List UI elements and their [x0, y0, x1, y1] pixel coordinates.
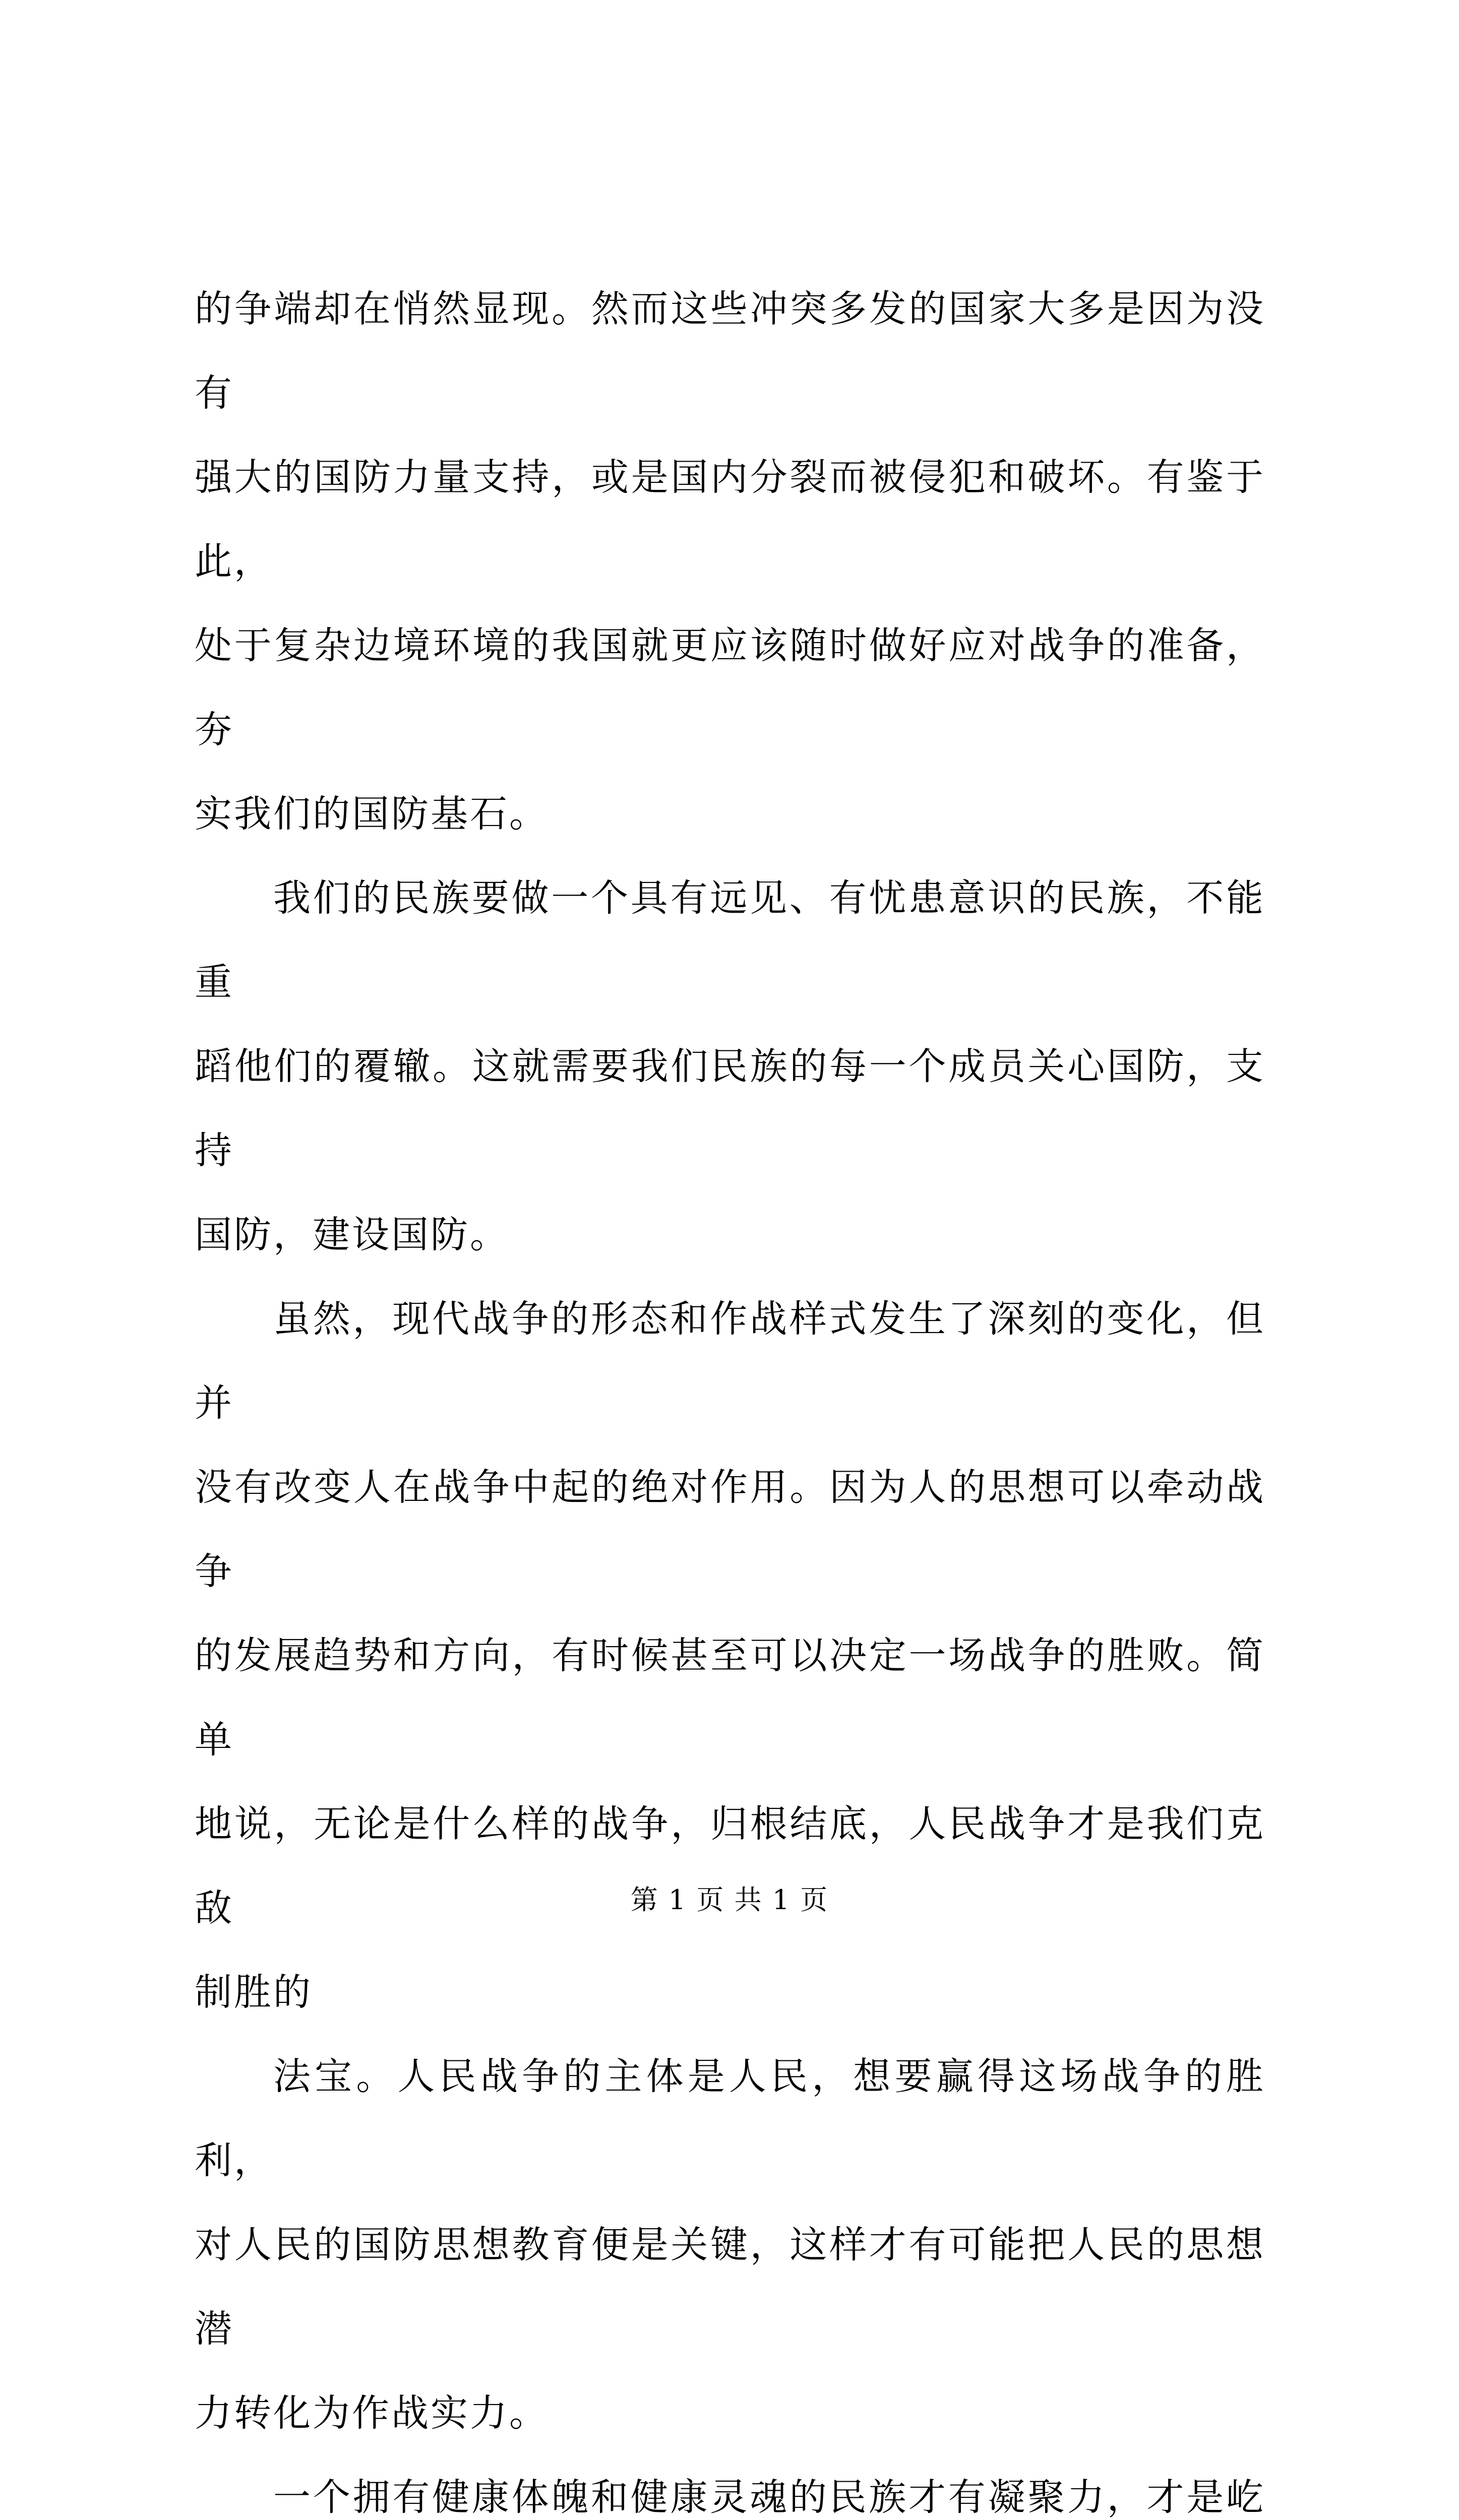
- text-line: 地说，无论是什么样的战争，归根结底，人民战争才是我们克敌: [195, 1802, 1265, 1930]
- text-line: 的争端却在悄然显现。然而这些冲突多发的国家大多是因为没有: [195, 287, 1265, 415]
- text-line: 强大的国防力量支持，或是国内分裂而被侵犯和破坏。有鉴于此，: [195, 456, 1265, 583]
- text-line: 一个拥有健康体魄和健康灵魂的民族才有凝聚力，才是屹: [273, 2476, 1265, 2519]
- text-line: 实我们的国防基石。: [195, 792, 549, 836]
- text-line: 制胜的: [195, 1971, 313, 2014]
- text-line: 国防，建设国防。: [195, 1213, 509, 1256]
- text-line: 对人民的国防思想教育便是关键，这样才有可能把人民的思想潜: [195, 2223, 1265, 2351]
- text-line: 法宝。人民战争的主体是人民，想要赢得这场战争的胜利，: [195, 2055, 1265, 2182]
- document-body: [195, 267, 1265, 2520]
- text-line: 力转化为作战实力。: [195, 2391, 549, 2435]
- text-line: 没有改变人在战争中起的绝对作用。因为人的思想可以牵动战争: [195, 1466, 1265, 1593]
- paragraph-2: [195, 856, 1265, 1277]
- text-line: 处于复杂边境环境的我国就更应该随时做好应对战争的准备，夯: [195, 624, 1265, 751]
- paragraph-3: [195, 1277, 1265, 2035]
- paragraph-4: [195, 2035, 1265, 2455]
- paragraph-1: [195, 267, 1265, 856]
- text-line: 的发展趋势和方向，有时候甚至可以决定一场战争的胜败。简单: [195, 1634, 1265, 1761]
- paragraph-5: [195, 2455, 1265, 2520]
- page-footer: 第 1 页 共 1 页: [630, 1884, 829, 1916]
- text-line: 虽然，现代战争的形态和作战样式发生了深刻的变化，但并: [195, 1297, 1265, 1425]
- text-line: 我们的民族要做一个具有远见、有忧患意识的民族，不能重: [195, 876, 1265, 1004]
- text-line: 蹈他们的覆辙。这就需要我们民族的每一个成员关心国防，支持: [195, 1045, 1265, 1172]
